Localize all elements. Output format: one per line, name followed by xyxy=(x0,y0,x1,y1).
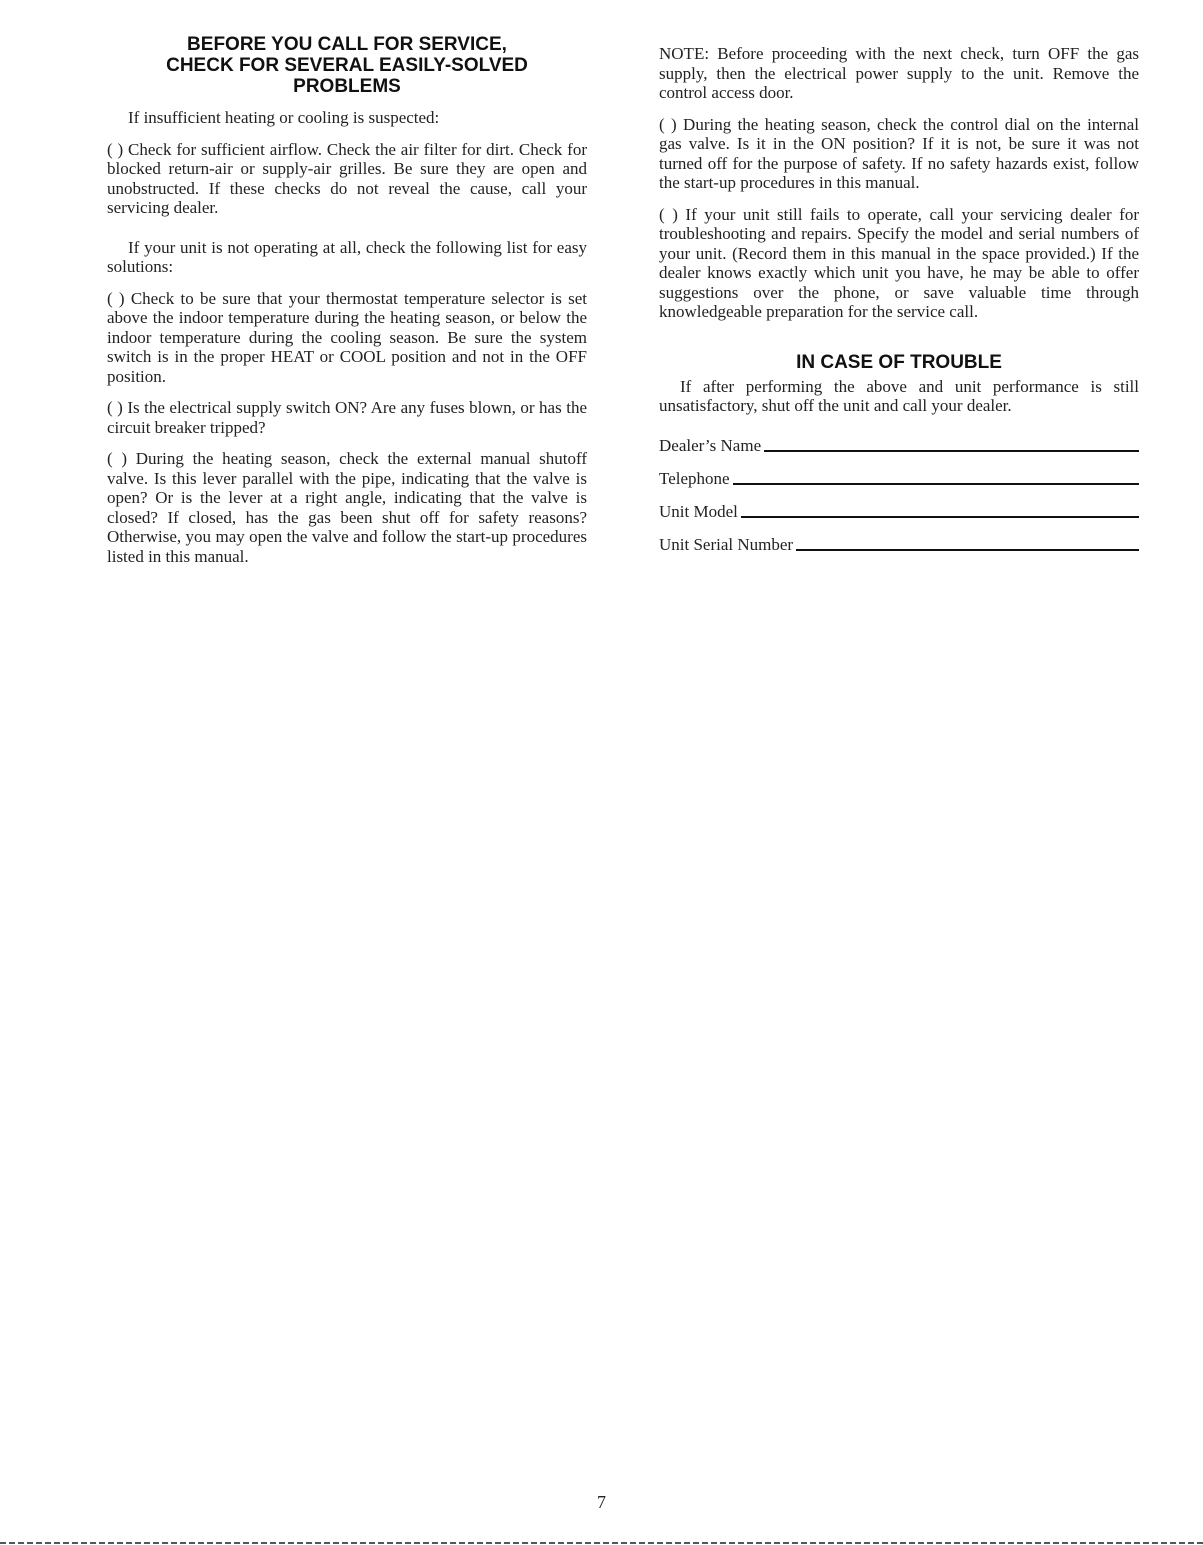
note-paragraph: NOTE: Before proceeding with the next check, turn OFF the gas supply, then the electrical power supply to the unit. Remove the control access door. xyxy=(659,44,1139,102)
unit-model-field[interactable] xyxy=(659,502,1139,522)
check-shutoff-valve-item: ( ) During the heating season, check the external manual shutoff valve. Is this lever parallel with the pipe, indicating that the valve is open? Or is the lever at a right angle, indicating that the valve is closed? If closed, has the gas been shut off for safety reasons? Otherwise, you may open the valve and follow the start-up procedures listed in this manual. xyxy=(107,449,587,566)
unit-serial-label: Unit Serial Number xyxy=(659,534,794,554)
heading-line-1: BEFORE YOU CALL FOR SERVICE, xyxy=(187,34,507,55)
telephone-blank[interactable] xyxy=(733,483,1139,485)
check-thermostat-item: ( ) Check to be sure that your thermostat temperature selector is set above the indoor temperature during the heating season, or below the indoor temperature during the cooling season. Be sure the system switch is in the proper HEAT or COOL position and not in the OFF position. xyxy=(107,288,587,386)
unit-serial-field[interactable] xyxy=(659,535,1139,555)
telephone-label: Telephone xyxy=(659,468,730,488)
trouble-paragraph: If after performing the above and unit performance is still unsatisfactory, shut off the unit and call your dealer. xyxy=(659,376,1139,415)
unit-model-label: Unit Model xyxy=(659,501,738,521)
check-airflow-item: ( ) Check for sufficient airflow. Check the air filter for dirt. Check for blocked return-air or supply-air grilles. Be sure they are open and unobstructed. If these checks do not reveal the cause, call your servicing dealer. xyxy=(107,139,587,217)
dealer-name-field[interactable] xyxy=(659,436,1139,456)
bottom-divider xyxy=(0,1542,1203,1544)
heading-line-2: CHECK FOR SEVERAL EASILY-SOLVED xyxy=(166,55,528,76)
intro-insufficient-heating: If insufficient heating or cooling is suspected: xyxy=(128,108,440,127)
trouble-heading: IN CASE OF TROUBLE xyxy=(796,351,1002,373)
telephone-field[interactable] xyxy=(659,469,1139,489)
dealer-name-label: Dealer’s Name xyxy=(659,435,762,455)
page-number: 7 xyxy=(597,1492,606,1512)
section-heading-before-service xyxy=(107,34,587,97)
dealer-name-blank[interactable] xyxy=(764,450,1139,452)
right-column xyxy=(659,44,1139,568)
unit-serial-blank[interactable] xyxy=(796,549,1139,551)
call-dealer-item: ( ) If your unit still fails to operate, call your servicing dealer for troubleshooting and repairs. Specify the model and serial numbers of your unit. (Record them in this manual in the space provided.) If the dealer knows exactly which unit you have, he may be able to offer suggestions over the phone, or save valuable time through knowledgeable preparation for the service call. xyxy=(659,204,1139,321)
unit-model-blank[interactable] xyxy=(741,516,1139,518)
check-gas-valve-item: ( ) During the heating season, check the control dial on the internal gas valve. Is it in the ON position? If it is not, be sure it was not turned off for the purpose of safety. If no safety hazards exist, follow the start-up procedures in this manual. xyxy=(659,114,1139,192)
left-column xyxy=(107,34,587,566)
intro-not-operating: If your unit is not operating at all, check the following list for easy solutions: xyxy=(107,237,587,276)
dealer-info-form xyxy=(659,436,1139,555)
heading-line-3: PROBLEMS xyxy=(293,76,401,97)
check-electrical-item: ( ) Is the electrical supply switch ON? Are any fuses blown, or has the circuit breaker tripped? xyxy=(107,398,587,437)
